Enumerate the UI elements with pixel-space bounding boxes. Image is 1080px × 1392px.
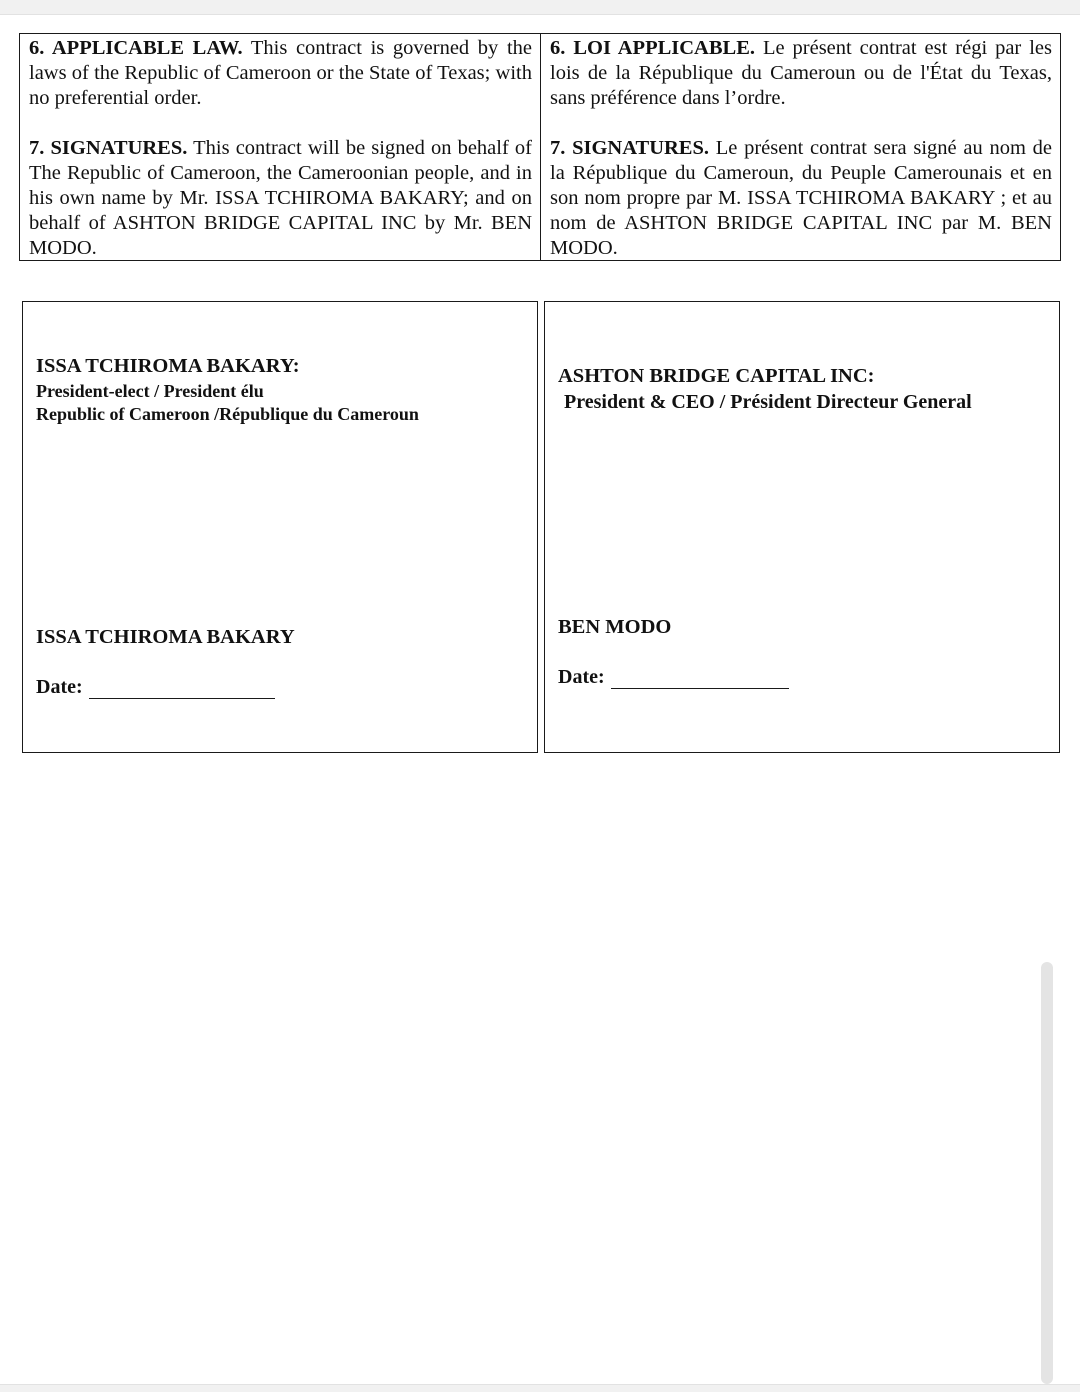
clause-text: Le présent contrat sera signé au nom de la République du Cameroun, du Peuple Camerounais et en son nom propre par M. ISSA TCHIROMA BAKARY ; et au nom de ASHTON BRIDGE CAPITAL INC par M. BEN MODO. [550,137,1052,259]
clause-signatures-fr [550,136,1052,261]
clause-text: This contract will be signed on behalf of The Republic of Cameroon, the Cameroonian people, and in his own name by Mr. ISSA TCHIROMA BAKARY; and on behalf of ASHTON BRIDGE CAPITAL INC by Mr. BEN MODO. [29,137,532,259]
signatory-party: ISSA TCHIROMA BAKARY: [36,355,300,377]
viewer-top-bar [0,0,1080,15]
clause-heading: 6. APPLICABLE LAW. [29,37,243,59]
french-column [541,34,1060,260]
signature-box-cameroon [22,301,538,753]
english-column [20,34,541,260]
signatory-name: BEN MODO [558,616,672,638]
signatory-title: President-elect / President élu [36,381,264,401]
clause-text: This contract is governed by the laws of the Republic of Cameroon or the State of Texas; with no preferential order. [29,37,532,109]
clause-heading: 6. LOI APPLICABLE. [550,37,755,59]
date-label: Date: [36,676,83,698]
date-field [36,676,275,699]
signatory-name: ISSA TCHIROMA BAKARY [36,626,295,648]
signature-box-ashton [544,301,1060,753]
signatory-country: Republic of Cameroon /République du Cameroun [36,404,419,424]
vertical-scrollbar[interactable] [1041,962,1053,1384]
date-blank-line[interactable] [89,680,275,699]
clause-signatures-en [29,136,532,261]
signatory-party: ASHTON BRIDGE CAPITAL INC: [558,365,875,387]
signatory-title: President & CEO / Président Directeur General [564,391,972,413]
clause-applicable-law-en [29,36,532,111]
clause-applicable-law-fr [550,36,1052,111]
date-blank-line[interactable] [611,670,789,689]
bilingual-clause-table [19,33,1061,261]
date-label: Date: [558,666,605,688]
clause-text: Le présent contrat est régi par les lois de la République du Cameroun ou de l'État du Texas, sans préférence dans l’ordre. [550,37,1052,109]
viewer-bottom-bar [0,1384,1080,1392]
date-field [558,666,789,689]
clause-heading: 7. SIGNATURES. [29,137,188,159]
clause-heading: 7. SIGNATURES. [550,137,709,159]
